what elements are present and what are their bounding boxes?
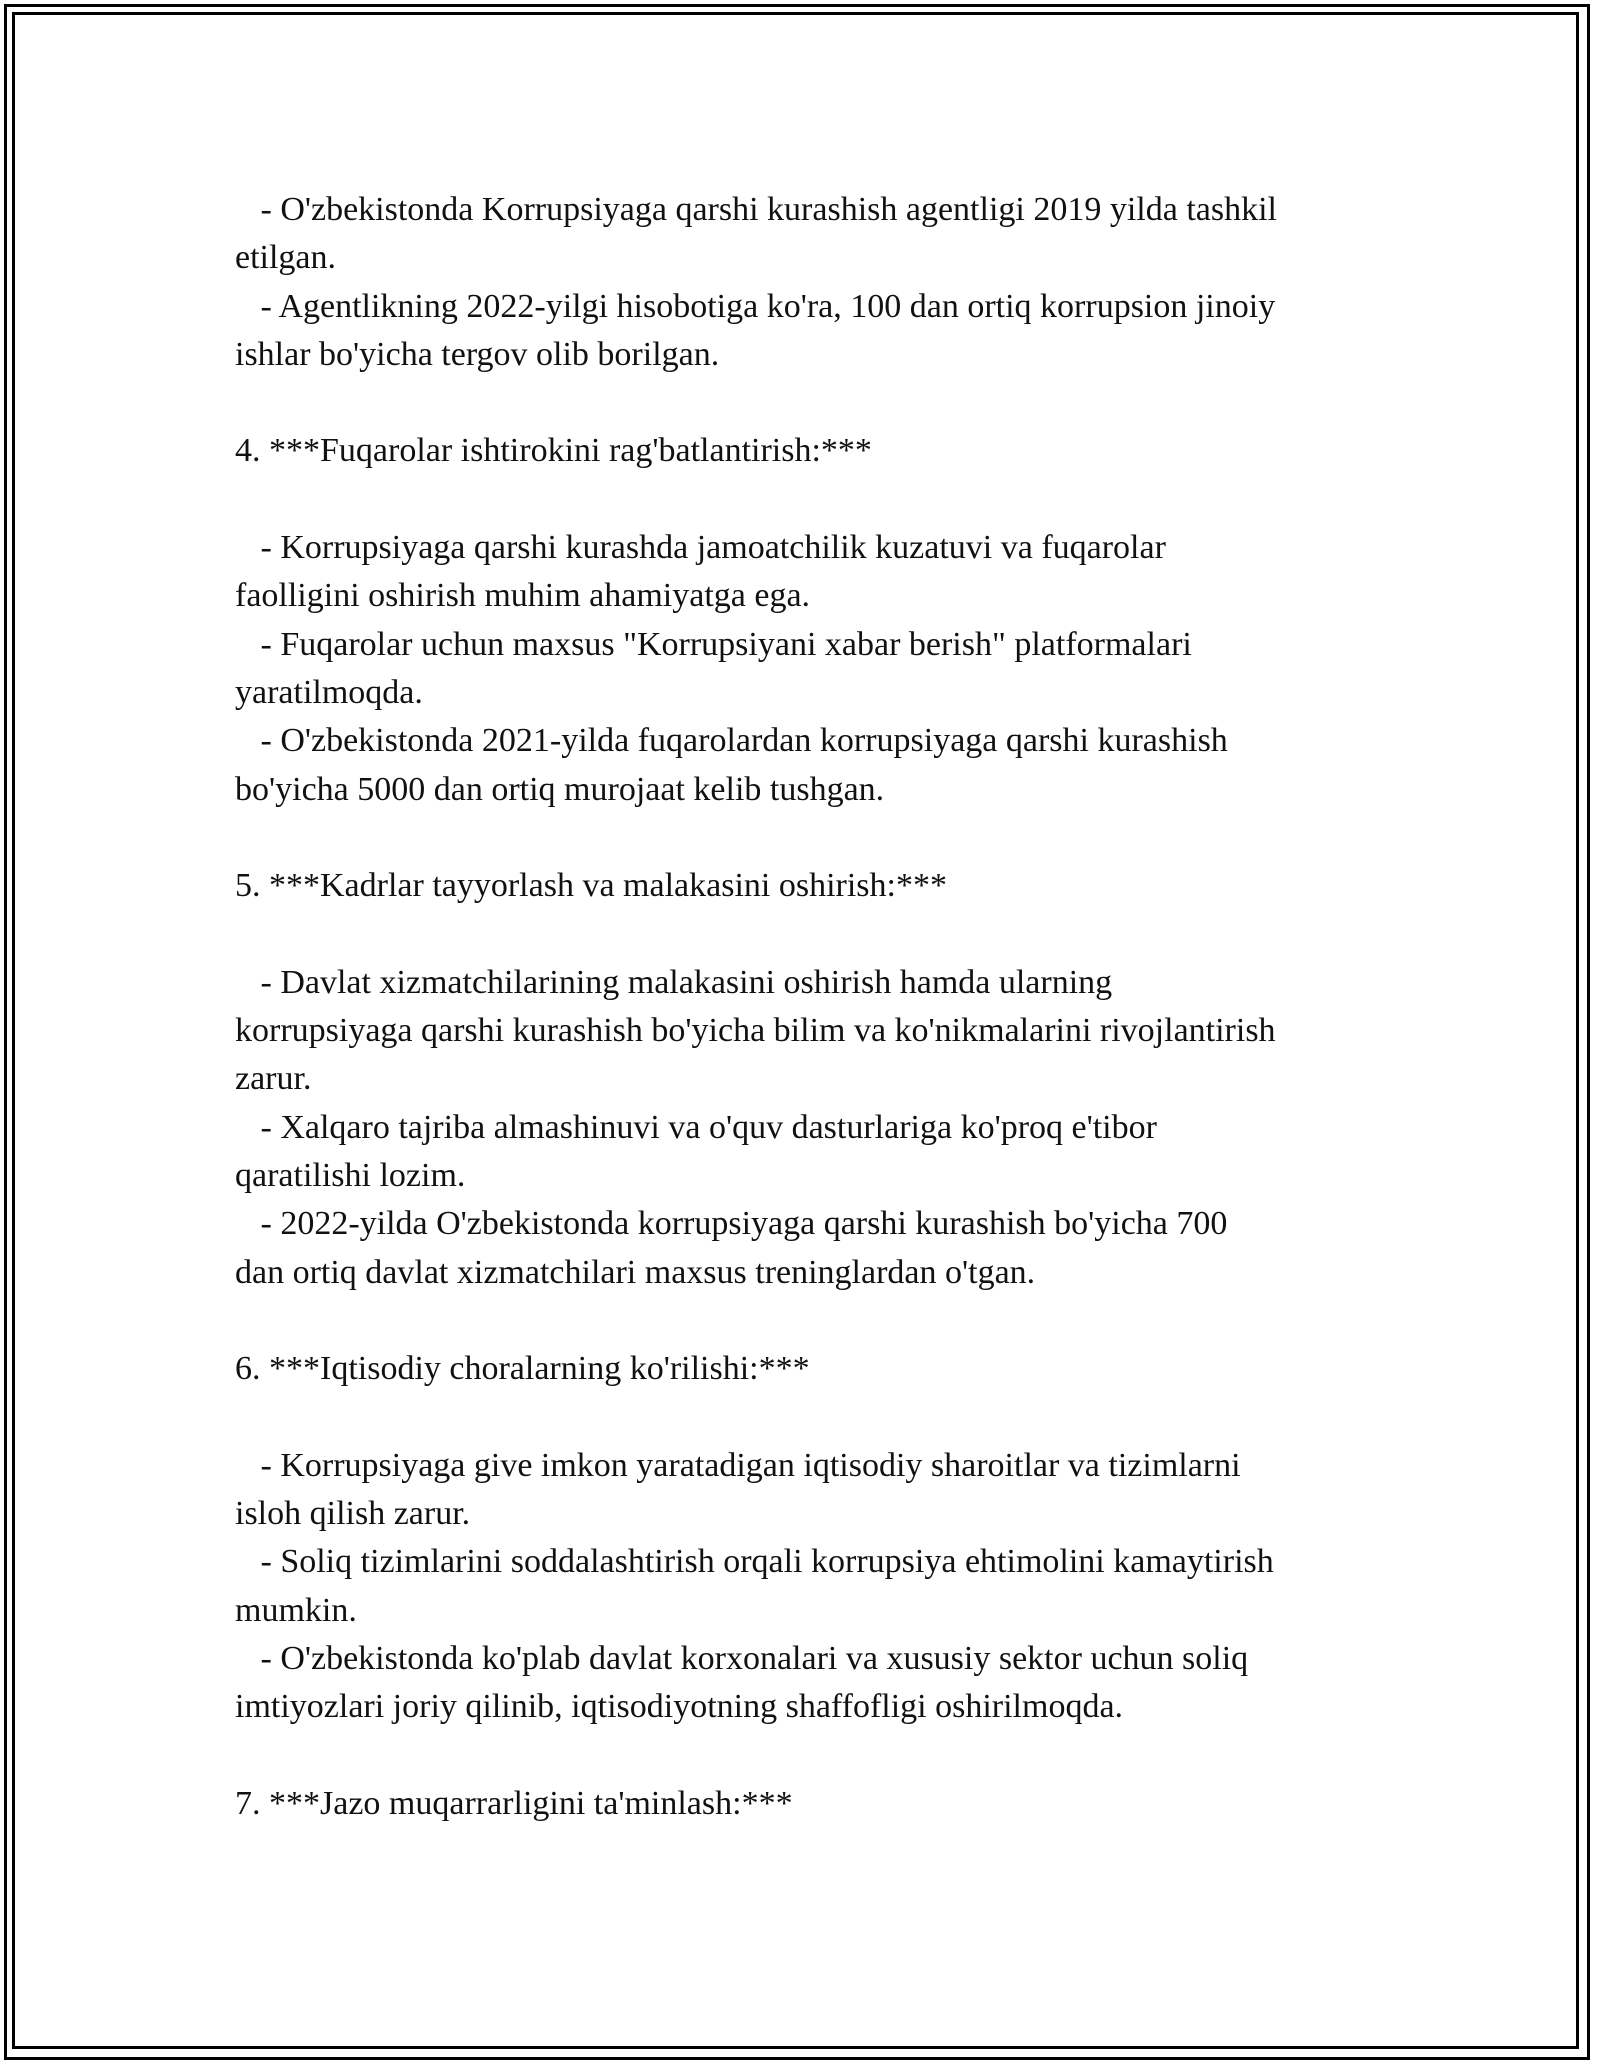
blank-line [235, 814, 1365, 862]
text-line: etilgan. [235, 239, 337, 277]
text-line: - Soliq tizimlarini soddalashtirish orqali korrupsiya ehtimolini kamaytirish [235, 1543, 1274, 1581]
text-line: isloh qilish zarur. [235, 1495, 471, 1533]
text-line: - O'zbekistonda Korrupsiyaga qarshi kurashish agentligi 2019 yilda tashkil [235, 191, 1277, 228]
text-line: - O'zbekistonda 2021-yilda fuqarolardan korrupsiyaga qarshi kurashish [235, 722, 1228, 760]
text-line: bo'yicha 5000 dan ortiq murojaat kelib tushgan. [235, 770, 885, 808]
text-line: faolligini oshirish muhim ahamiyatga ega. [235, 577, 811, 615]
section-heading: 6. ***Iqtisodiy choralarning ko'rilishi:*** [235, 1350, 810, 1388]
text-line: - Xalqaro tajriba almashinuvi va o'quv dasturlariga ko'proq e'tibor [235, 1108, 1157, 1146]
text-line: - Korrupsiyaga qarshi kurashda jamoatchilik kuzatuvi va fuqarolar [235, 529, 1166, 567]
text-line: korrupsiyaga qarshi kurashish bo'yicha bilim va ko'nikmalarini rivojlantirish [235, 1012, 1276, 1050]
text-line: - Korrupsiyaga give imkon yaratadigan iqtisodiy sharoitlar va tizimlarni [235, 1446, 1241, 1484]
blank-line [235, 379, 1365, 427]
text-line: imtiyozlari joriy qilinib, iqtisodiyotning shaffofligi oshirilmoqda. [235, 1688, 1124, 1726]
text-line: zarur. [235, 1060, 312, 1098]
blank-line [235, 476, 1365, 524]
text-line: - Fuqarolar uchun maxsus "Korrupsiyani xabar berish" platformalari [235, 625, 1192, 663]
text-line: dan ortiq davlat xizmatchilari maxsus treninglardan o'tgan. [235, 1253, 1036, 1291]
text-line: - Agentlikning 2022-yilgi hisobotiga ko'ra, 100 dan ortiq korrupsion jinoiy [235, 287, 1276, 325]
section-heading: 5. ***Kadrlar tayyorlash va malakasini oshirish:*** [235, 867, 947, 905]
blank-line [235, 1297, 1365, 1345]
section-heading: 4. ***Fuqarolar ishtirokini rag'batlantirish:*** [235, 432, 872, 470]
text-line: - O'zbekistonda ko'plab davlat korxonalari va xususiy sektor uchun soliq [235, 1639, 1249, 1677]
text-line: qaratilishi lozim. [235, 1156, 466, 1194]
blank-line [235, 910, 1365, 958]
text-line: yaratilmoqda. [235, 673, 423, 711]
document-body [235, 186, 1365, 1828]
blank-line [235, 1732, 1365, 1780]
text-line: mumkin. [235, 1591, 357, 1629]
text-line: - 2022-yilda O'zbekistonda korrupsiyaga qarshi kurashish bo'yicha 700 [235, 1205, 1228, 1243]
section-heading: 7. ***Jazo muqarrarligini ta'minlash:*** [235, 1784, 793, 1822]
blank-line [235, 1393, 1365, 1441]
text-line: - Davlat xizmatchilarining malakasini oshirish hamda ularning [235, 963, 1113, 1001]
text-line: ishlar bo'yicha tergov olib borilgan. [235, 335, 720, 373]
